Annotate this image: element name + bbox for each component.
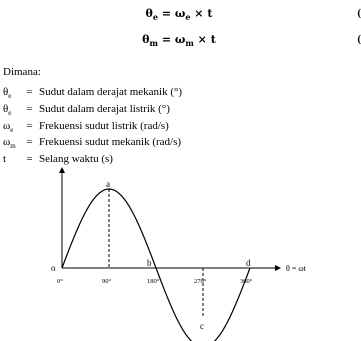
- definition-separator: =: [26, 102, 33, 115]
- eq2-rhs1-sub: m: [185, 38, 194, 49]
- eq1-lhs-sub: e: [152, 12, 158, 23]
- definition-text: Sudut dalam derajat listrik (°): [39, 102, 170, 115]
- definition-symbol: t: [3, 153, 7, 166]
- definition-text: Frekuensi sudut mekanik (rad/s): [39, 136, 182, 149]
- definition-text: Frekuensi sudut listrik (rad/s): [39, 119, 169, 132]
- definition-symbol: $\theta_e$: [3, 86, 12, 101]
- definition-symbol: $\omega_m$: [3, 136, 16, 151]
- eq1-op: =: [157, 7, 175, 20]
- eq1-rhs1: ω: [174, 7, 186, 20]
- tick-label: 180°: [147, 278, 160, 285]
- definition-symbol: $\theta_e$: [3, 102, 12, 117]
- tick-label: 90°: [102, 278, 112, 285]
- eq2-times: ×: [193, 33, 211, 46]
- point-label-b: b: [147, 258, 152, 268]
- point-label-c: c: [200, 321, 204, 331]
- definition-separator: =: [26, 136, 33, 149]
- intro-text: Dimana:: [3, 66, 41, 78]
- definition-text: Sudut dalam derajat mekanik (°): [39, 86, 183, 98]
- eq2-rhs1: ω: [174, 33, 186, 46]
- eq1-times: ×: [190, 7, 208, 20]
- point-label-a: a: [106, 179, 110, 189]
- eq2-number: (: [357, 33, 361, 45]
- tick-label: 0°: [57, 278, 63, 285]
- eq1-rhs1-sub: e: [185, 12, 191, 23]
- definition-separator: =: [26, 119, 33, 132]
- eq2-op: =: [157, 33, 175, 46]
- definition-symbol: $\omega_e$: [3, 119, 14, 134]
- eq2-lhs-sub: m: [149, 38, 158, 49]
- eq2-lhs: θ: [142, 33, 150, 46]
- definition-separator: =: [26, 153, 33, 166]
- definition-separator: =: [26, 86, 33, 98]
- point-label-d: d: [246, 258, 251, 268]
- tick-label: 360°: [240, 278, 253, 285]
- sine-curve: [62, 189, 250, 341]
- eq1-lhs: θ: [145, 7, 153, 20]
- eq2-rhs2: t: [210, 33, 216, 46]
- tick-label: 270°: [194, 278, 207, 285]
- definition-text: Selang waktu (s): [39, 153, 113, 166]
- axis-label: θ = ωt: [286, 264, 306, 273]
- point-label-o: o: [51, 263, 56, 273]
- eq1-number: (: [357, 7, 361, 19]
- eq1-rhs2: t: [207, 7, 213, 20]
